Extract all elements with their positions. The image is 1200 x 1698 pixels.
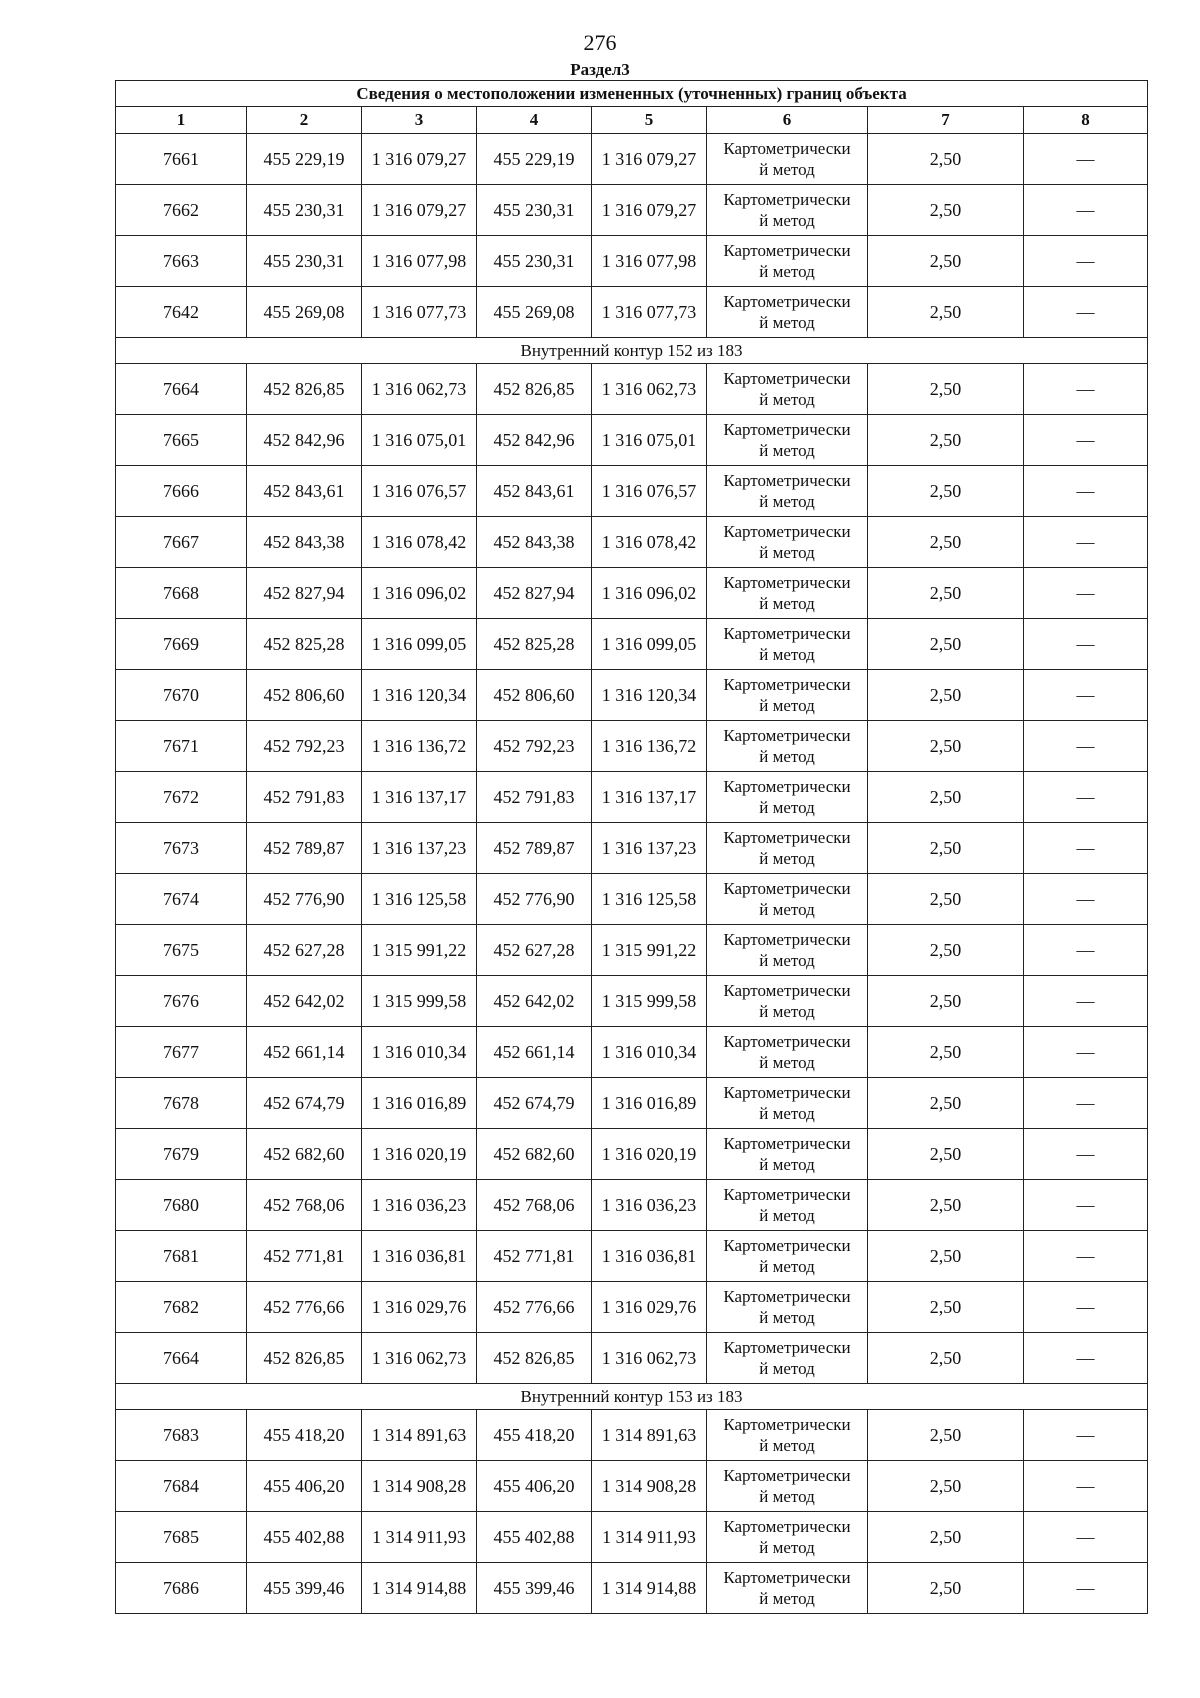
y-old-cell: 1 316 075,01 xyxy=(362,415,477,466)
accuracy-cell: 2,50 xyxy=(868,1461,1024,1512)
point-number-cell: 7676 xyxy=(116,976,247,1027)
accuracy-cell: 2,50 xyxy=(868,1563,1024,1614)
section-title: Раздел3 xyxy=(570,60,630,79)
y-old-cell: 1 316 036,81 xyxy=(362,1231,477,1282)
x-new-cell: 455 230,31 xyxy=(477,236,592,287)
table-caption: Сведения о местоположении измененных (уточненных) границ объекта xyxy=(116,81,1148,107)
table-row xyxy=(116,1410,1148,1461)
x-new-cell: 455 402,88 xyxy=(477,1512,592,1563)
y-new-cell: 1 316 079,27 xyxy=(592,134,707,185)
method-cell: Картометрически й метод xyxy=(707,1078,868,1129)
description-cell: — xyxy=(1024,976,1148,1027)
accuracy-cell: 2,50 xyxy=(868,772,1024,823)
x-old-cell: 452 843,38 xyxy=(247,517,362,568)
table-row xyxy=(116,1078,1148,1129)
accuracy-cell: 2,50 xyxy=(868,823,1024,874)
table-row xyxy=(116,670,1148,721)
y-old-cell: 1 316 079,27 xyxy=(362,134,477,185)
x-new-cell: 452 776,66 xyxy=(477,1282,592,1333)
table-row xyxy=(116,1282,1148,1333)
column-header: 1 xyxy=(116,107,247,134)
x-new-cell: 455 269,08 xyxy=(477,287,592,338)
x-new-cell: 452 826,85 xyxy=(477,364,592,415)
y-new-cell: 1 316 136,72 xyxy=(592,721,707,772)
y-old-cell: 1 314 911,93 xyxy=(362,1512,477,1563)
accuracy-cell: 2,50 xyxy=(868,925,1024,976)
table-row xyxy=(116,874,1148,925)
x-new-cell: 452 843,38 xyxy=(477,517,592,568)
method-cell: Картометрически й метод xyxy=(707,976,868,1027)
accuracy-cell: 2,50 xyxy=(868,1333,1024,1384)
method-cell: Картометрически й метод xyxy=(707,1129,868,1180)
x-old-cell: 452 806,60 xyxy=(247,670,362,721)
point-number-cell: 7663 xyxy=(116,236,247,287)
point-number-cell: 7675 xyxy=(116,925,247,976)
table-row xyxy=(116,772,1148,823)
table-row xyxy=(116,1512,1148,1563)
y-new-cell: 1 316 062,73 xyxy=(592,364,707,415)
x-new-cell: 452 842,96 xyxy=(477,415,592,466)
y-new-cell: 1 316 125,58 xyxy=(592,874,707,925)
y-old-cell: 1 316 010,34 xyxy=(362,1027,477,1078)
y-new-cell: 1 316 078,42 xyxy=(592,517,707,568)
y-new-cell: 1 316 036,23 xyxy=(592,1180,707,1231)
x-new-cell: 452 825,28 xyxy=(477,619,592,670)
y-old-cell: 1 316 077,73 xyxy=(362,287,477,338)
column-header: 8 xyxy=(1024,107,1148,134)
method-cell: Картометрически й метод xyxy=(707,772,868,823)
y-new-cell: 1 314 908,28 xyxy=(592,1461,707,1512)
description-cell: — xyxy=(1024,1512,1148,1563)
table-row xyxy=(116,134,1148,185)
column-header: 4 xyxy=(477,107,592,134)
y-new-cell: 1 316 137,17 xyxy=(592,772,707,823)
y-new-cell: 1 316 020,19 xyxy=(592,1129,707,1180)
x-new-cell: 452 827,94 xyxy=(477,568,592,619)
column-header: 5 xyxy=(592,107,707,134)
x-old-cell: 455 406,20 xyxy=(247,1461,362,1512)
y-old-cell: 1 316 096,02 xyxy=(362,568,477,619)
x-new-cell: 452 843,61 xyxy=(477,466,592,517)
x-new-cell: 452 789,87 xyxy=(477,823,592,874)
point-number-cell: 7684 xyxy=(116,1461,247,1512)
accuracy-cell: 2,50 xyxy=(868,721,1024,772)
description-cell: — xyxy=(1024,1078,1148,1129)
y-old-cell: 1 315 999,58 xyxy=(362,976,477,1027)
table-row xyxy=(116,976,1148,1027)
point-number-cell: 7680 xyxy=(116,1180,247,1231)
x-old-cell: 452 843,61 xyxy=(247,466,362,517)
table-row xyxy=(116,823,1148,874)
point-number-cell: 7664 xyxy=(116,364,247,415)
y-old-cell: 1 314 891,63 xyxy=(362,1410,477,1461)
method-cell: Картометрически й метод xyxy=(707,1461,868,1512)
x-new-cell: 455 230,31 xyxy=(477,185,592,236)
description-cell: — xyxy=(1024,1461,1148,1512)
x-new-cell: 452 674,79 xyxy=(477,1078,592,1129)
method-cell: Картометрически й метод xyxy=(707,134,868,185)
y-old-cell: 1 316 137,23 xyxy=(362,823,477,874)
table-row xyxy=(116,415,1148,466)
table-body xyxy=(116,134,1148,1614)
y-old-cell: 1 316 076,57 xyxy=(362,466,477,517)
y-new-cell: 1 316 079,27 xyxy=(592,185,707,236)
x-new-cell: 452 768,06 xyxy=(477,1180,592,1231)
x-new-cell: 452 661,14 xyxy=(477,1027,592,1078)
y-new-cell: 1 314 911,93 xyxy=(592,1512,707,1563)
point-number-cell: 7642 xyxy=(116,287,247,338)
y-new-cell: 1 316 062,73 xyxy=(592,1333,707,1384)
method-cell: Картометрически й метод xyxy=(707,236,868,287)
y-old-cell: 1 316 062,73 xyxy=(362,1333,477,1384)
point-number-cell: 7677 xyxy=(116,1027,247,1078)
contour-label: Внутренний контур 152 из 183 xyxy=(116,338,1148,364)
x-old-cell: 452 791,83 xyxy=(247,772,362,823)
point-number-cell: 7669 xyxy=(116,619,247,670)
description-cell: — xyxy=(1024,1231,1148,1282)
description-cell: — xyxy=(1024,134,1148,185)
accuracy-cell: 2,50 xyxy=(868,1231,1024,1282)
table-header-row xyxy=(116,107,1148,134)
y-new-cell: 1 316 029,76 xyxy=(592,1282,707,1333)
x-old-cell: 452 768,06 xyxy=(247,1180,362,1231)
description-cell: — xyxy=(1024,1180,1148,1231)
accuracy-cell: 2,50 xyxy=(868,185,1024,236)
method-cell: Картометрически й метод xyxy=(707,1282,868,1333)
x-new-cell: 452 792,23 xyxy=(477,721,592,772)
y-old-cell: 1 315 991,22 xyxy=(362,925,477,976)
method-cell: Картометрически й метод xyxy=(707,670,868,721)
point-number-cell: 7673 xyxy=(116,823,247,874)
method-cell: Картометрически й метод xyxy=(707,185,868,236)
table-row xyxy=(116,364,1148,415)
x-new-cell: 455 229,19 xyxy=(477,134,592,185)
table-row xyxy=(116,1231,1148,1282)
x-old-cell: 452 682,60 xyxy=(247,1129,362,1180)
y-new-cell: 1 314 914,88 xyxy=(592,1563,707,1614)
y-old-cell: 1 316 136,72 xyxy=(362,721,477,772)
point-number-cell: 7662 xyxy=(116,185,247,236)
description-cell: — xyxy=(1024,287,1148,338)
table-row xyxy=(116,1129,1148,1180)
method-cell: Картометрически й метод xyxy=(707,619,868,670)
table-row xyxy=(116,568,1148,619)
y-old-cell: 1 316 120,34 xyxy=(362,670,477,721)
y-old-cell: 1 316 137,17 xyxy=(362,772,477,823)
x-old-cell: 455 230,31 xyxy=(247,236,362,287)
point-number-cell: 7672 xyxy=(116,772,247,823)
table-row xyxy=(116,517,1148,568)
accuracy-cell: 2,50 xyxy=(868,236,1024,287)
table-row xyxy=(116,721,1148,772)
point-number-cell: 7661 xyxy=(116,134,247,185)
point-number-cell: 7683 xyxy=(116,1410,247,1461)
description-cell: — xyxy=(1024,772,1148,823)
description-cell: — xyxy=(1024,1027,1148,1078)
page-number: 276 xyxy=(583,30,617,55)
method-cell: Картометрически й метод xyxy=(707,925,868,976)
x-old-cell: 452 642,02 xyxy=(247,976,362,1027)
x-new-cell: 455 399,46 xyxy=(477,1563,592,1614)
y-new-cell: 1 316 137,23 xyxy=(592,823,707,874)
method-cell: Картометрически й метод xyxy=(707,568,868,619)
x-old-cell: 452 776,66 xyxy=(247,1282,362,1333)
table-row xyxy=(116,925,1148,976)
x-old-cell: 452 776,90 xyxy=(247,874,362,925)
accuracy-cell: 2,50 xyxy=(868,466,1024,517)
accuracy-cell: 2,50 xyxy=(868,1129,1024,1180)
y-new-cell: 1 316 075,01 xyxy=(592,415,707,466)
x-old-cell: 452 825,28 xyxy=(247,619,362,670)
y-new-cell: 1 316 036,81 xyxy=(592,1231,707,1282)
method-cell: Картометрически й метод xyxy=(707,1180,868,1231)
x-new-cell: 455 406,20 xyxy=(477,1461,592,1512)
description-cell: — xyxy=(1024,619,1148,670)
table-row xyxy=(116,619,1148,670)
accuracy-cell: 2,50 xyxy=(868,364,1024,415)
accuracy-cell: 2,50 xyxy=(868,1512,1024,1563)
x-new-cell: 452 776,90 xyxy=(477,874,592,925)
x-old-cell: 455 269,08 xyxy=(247,287,362,338)
table-row xyxy=(116,466,1148,517)
x-old-cell: 452 674,79 xyxy=(247,1078,362,1129)
method-cell: Картометрически й метод xyxy=(707,517,868,568)
accuracy-cell: 2,50 xyxy=(868,619,1024,670)
accuracy-cell: 2,50 xyxy=(868,568,1024,619)
x-old-cell: 452 826,85 xyxy=(247,364,362,415)
x-new-cell: 452 826,85 xyxy=(477,1333,592,1384)
accuracy-cell: 2,50 xyxy=(868,1180,1024,1231)
column-header: 6 xyxy=(707,107,868,134)
method-cell: Картометрически й метод xyxy=(707,1231,868,1282)
y-new-cell: 1 314 891,63 xyxy=(592,1410,707,1461)
method-cell: Картометрически й метод xyxy=(707,1512,868,1563)
method-cell: Картометрически й метод xyxy=(707,364,868,415)
accuracy-cell: 2,50 xyxy=(868,287,1024,338)
coordinates-table xyxy=(115,80,1148,1614)
x-old-cell: 452 827,94 xyxy=(247,568,362,619)
accuracy-cell: 2,50 xyxy=(868,1410,1024,1461)
y-new-cell: 1 316 016,89 xyxy=(592,1078,707,1129)
description-cell: — xyxy=(1024,568,1148,619)
x-old-cell: 455 418,20 xyxy=(247,1410,362,1461)
description-cell: — xyxy=(1024,1129,1148,1180)
y-old-cell: 1 316 077,98 xyxy=(362,236,477,287)
x-old-cell: 452 826,85 xyxy=(247,1333,362,1384)
table-row xyxy=(116,1563,1148,1614)
y-new-cell: 1 316 096,02 xyxy=(592,568,707,619)
method-cell: Картометрически й метод xyxy=(707,1027,868,1078)
accuracy-cell: 2,50 xyxy=(868,134,1024,185)
accuracy-cell: 2,50 xyxy=(868,1078,1024,1129)
description-cell: — xyxy=(1024,185,1148,236)
y-old-cell: 1 316 062,73 xyxy=(362,364,477,415)
description-cell: — xyxy=(1024,466,1148,517)
y-old-cell: 1 316 099,05 xyxy=(362,619,477,670)
y-new-cell: 1 316 010,34 xyxy=(592,1027,707,1078)
accuracy-cell: 2,50 xyxy=(868,976,1024,1027)
point-number-cell: 7678 xyxy=(116,1078,247,1129)
point-number-cell: 7668 xyxy=(116,568,247,619)
y-new-cell: 1 315 999,58 xyxy=(592,976,707,1027)
point-number-cell: 7685 xyxy=(116,1512,247,1563)
x-old-cell: 452 789,87 xyxy=(247,823,362,874)
column-header: 2 xyxy=(247,107,362,134)
y-old-cell: 1 316 020,19 xyxy=(362,1129,477,1180)
y-old-cell: 1 316 078,42 xyxy=(362,517,477,568)
x-old-cell: 455 230,31 xyxy=(247,185,362,236)
x-old-cell: 452 661,14 xyxy=(247,1027,362,1078)
y-old-cell: 1 316 079,27 xyxy=(362,185,477,236)
column-header: 7 xyxy=(868,107,1024,134)
point-number-cell: 7671 xyxy=(116,721,247,772)
accuracy-cell: 2,50 xyxy=(868,415,1024,466)
x-new-cell: 452 642,02 xyxy=(477,976,592,1027)
y-new-cell: 1 316 076,57 xyxy=(592,466,707,517)
x-new-cell: 455 418,20 xyxy=(477,1410,592,1461)
x-new-cell: 452 771,81 xyxy=(477,1231,592,1282)
point-number-cell: 7664 xyxy=(116,1333,247,1384)
method-cell: Картометрически й метод xyxy=(707,415,868,466)
accuracy-cell: 2,50 xyxy=(868,517,1024,568)
y-old-cell: 1 316 125,58 xyxy=(362,874,477,925)
method-cell: Картометрически й метод xyxy=(707,1563,868,1614)
y-new-cell: 1 315 991,22 xyxy=(592,925,707,976)
contour-row xyxy=(116,338,1148,364)
contour-row xyxy=(116,1384,1148,1410)
y-new-cell: 1 316 120,34 xyxy=(592,670,707,721)
y-old-cell: 1 316 029,76 xyxy=(362,1282,477,1333)
description-cell: — xyxy=(1024,1282,1148,1333)
description-cell: — xyxy=(1024,874,1148,925)
point-number-cell: 7667 xyxy=(116,517,247,568)
method-cell: Картометрически й метод xyxy=(707,721,868,772)
y-new-cell: 1 316 077,73 xyxy=(592,287,707,338)
accuracy-cell: 2,50 xyxy=(868,874,1024,925)
x-old-cell: 452 627,28 xyxy=(247,925,362,976)
point-number-cell: 7674 xyxy=(116,874,247,925)
contour-label: Внутренний контур 153 из 183 xyxy=(116,1384,1148,1410)
method-cell: Картометрически й метод xyxy=(707,466,868,517)
y-new-cell: 1 316 077,98 xyxy=(592,236,707,287)
table-row xyxy=(116,236,1148,287)
y-old-cell: 1 316 036,23 xyxy=(362,1180,477,1231)
x-old-cell: 452 771,81 xyxy=(247,1231,362,1282)
description-cell: — xyxy=(1024,1410,1148,1461)
x-old-cell: 455 229,19 xyxy=(247,134,362,185)
accuracy-cell: 2,50 xyxy=(868,1027,1024,1078)
description-cell: — xyxy=(1024,364,1148,415)
point-number-cell: 7679 xyxy=(116,1129,247,1180)
table-row xyxy=(116,1180,1148,1231)
x-old-cell: 455 402,88 xyxy=(247,1512,362,1563)
x-new-cell: 452 627,28 xyxy=(477,925,592,976)
x-old-cell: 452 792,23 xyxy=(247,721,362,772)
x-old-cell: 452 842,96 xyxy=(247,415,362,466)
method-cell: Картометрически й метод xyxy=(707,874,868,925)
description-cell: — xyxy=(1024,823,1148,874)
point-number-cell: 7686 xyxy=(116,1563,247,1614)
table-row xyxy=(116,185,1148,236)
accuracy-cell: 2,50 xyxy=(868,1282,1024,1333)
table-caption-row xyxy=(116,81,1148,107)
description-cell: — xyxy=(1024,721,1148,772)
description-cell: — xyxy=(1024,517,1148,568)
point-number-cell: 7681 xyxy=(116,1231,247,1282)
point-number-cell: 7665 xyxy=(116,415,247,466)
method-cell: Картометрически й метод xyxy=(707,1333,868,1384)
point-number-cell: 7666 xyxy=(116,466,247,517)
x-new-cell: 452 806,60 xyxy=(477,670,592,721)
table-row xyxy=(116,1027,1148,1078)
y-old-cell: 1 316 016,89 xyxy=(362,1078,477,1129)
accuracy-cell: 2,50 xyxy=(868,670,1024,721)
x-old-cell: 455 399,46 xyxy=(247,1563,362,1614)
table-row xyxy=(116,1333,1148,1384)
y-old-cell: 1 314 908,28 xyxy=(362,1461,477,1512)
point-number-cell: 7670 xyxy=(116,670,247,721)
method-cell: Картометрически й метод xyxy=(707,823,868,874)
description-cell: — xyxy=(1024,236,1148,287)
y-new-cell: 1 316 099,05 xyxy=(592,619,707,670)
method-cell: Картометрически й метод xyxy=(707,1410,868,1461)
x-new-cell: 452 791,83 xyxy=(477,772,592,823)
method-cell: Картометрически й метод xyxy=(707,287,868,338)
description-cell: — xyxy=(1024,925,1148,976)
y-old-cell: 1 314 914,88 xyxy=(362,1563,477,1614)
description-cell: — xyxy=(1024,415,1148,466)
point-number-cell: 7682 xyxy=(116,1282,247,1333)
x-new-cell: 452 682,60 xyxy=(477,1129,592,1180)
description-cell: — xyxy=(1024,1563,1148,1614)
table-row xyxy=(116,287,1148,338)
column-header: 3 xyxy=(362,107,477,134)
table-row xyxy=(116,1461,1148,1512)
description-cell: — xyxy=(1024,670,1148,721)
description-cell: — xyxy=(1024,1333,1148,1384)
